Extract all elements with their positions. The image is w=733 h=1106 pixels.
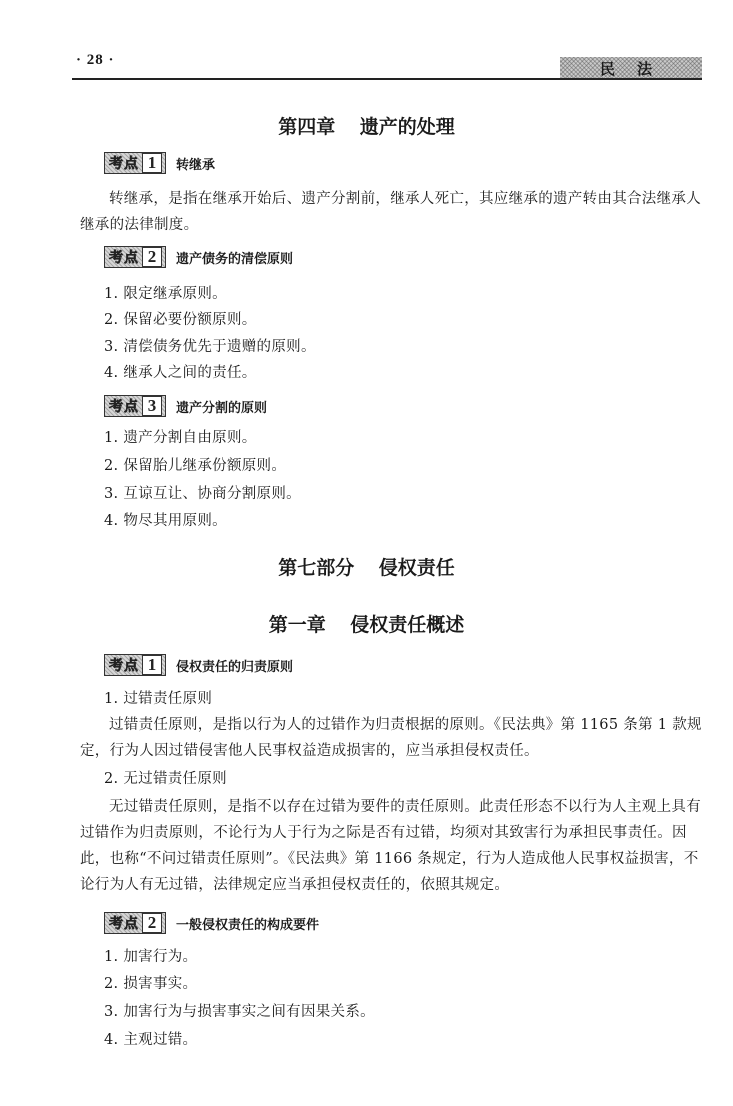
kaodian-title: 转继承 xyxy=(176,157,216,173)
kaodian-badge xyxy=(104,395,166,417)
list-item: 2. 保留必要份额原则。 xyxy=(104,312,257,328)
kaodian-number: 1 xyxy=(142,655,162,675)
paragraph: 无过错责任原则，是指不以存在过错为要件的责任原则。此责任形态不以行为人主观上具有过错作为归责原则，不论行为人于行为之际是否有过错，均须对其致害行为承担民事责任。因此，也称“不问过错责任原则”。《民法典》第 1166 条规定，行为人造成他人民事权益损害，不论行为人有无过错，法律规定应当承担侵权责任的，依照其规定。 xyxy=(80,799,701,893)
list-item: 2. 损害事实。 xyxy=(104,976,198,992)
kaodian-label: 考点 xyxy=(109,916,139,932)
kaodian-heading xyxy=(104,912,319,934)
subheading: 2. 无过错责任原则 xyxy=(104,771,227,787)
kaodian-number: 1 xyxy=(142,153,162,173)
kaodian-title: 侵权责任的归责原则 xyxy=(176,659,294,675)
paragraph: 转继承，是指在继承开始后、遗产分割前，继承人死亡，其应继承的遗产转由其合法继承人继承的法律制度。 xyxy=(80,191,701,233)
kaodian-title: 遗产分割的原则 xyxy=(176,400,268,416)
part-title: 第七部分 侵权责任 xyxy=(278,557,455,579)
list-item: 4. 继承人之间的责任。 xyxy=(104,365,257,381)
list-item: 1. 遗产分割自由原则。 xyxy=(104,430,257,446)
kaodian-badge xyxy=(104,152,166,174)
kaodian-label: 考点 xyxy=(109,156,139,172)
kaodian-label: 考点 xyxy=(109,250,139,266)
kaodian-badge xyxy=(104,912,166,934)
list-item: 4. 物尽其用原则。 xyxy=(104,513,227,529)
kaodian-title: 遗产债务的清偿原则 xyxy=(176,251,294,267)
list-item: 1. 加害行为。 xyxy=(104,949,198,965)
page-number: · 28 · xyxy=(76,52,115,68)
kaodian-title: 一般侵权责任的构成要件 xyxy=(176,917,320,933)
section-tab xyxy=(560,57,702,78)
kaodian-badge xyxy=(104,654,166,676)
kaodian-heading xyxy=(104,246,293,268)
list-item: 4. 主观过错。 xyxy=(104,1032,198,1048)
list-item: 3. 互谅互让、协商分割原则。 xyxy=(104,486,301,502)
kaodian-label: 考点 xyxy=(109,399,139,415)
kaodian-label: 考点 xyxy=(109,658,139,674)
paragraph: 过错责任原则，是指以行为人的过错作为归责根据的原则。《民法典》第 1165 条第 1 款规定，行为人因过错侵害他人民事权益造成损害的，应当承担侵权责任。 xyxy=(80,717,702,759)
kaodian-heading xyxy=(104,152,215,174)
kaodian-number: 2 xyxy=(142,913,162,933)
kaodian-number: 2 xyxy=(142,247,162,267)
list-item: 3. 清偿债务优先于遗赠的原则。 xyxy=(104,339,316,355)
kaodian-number: 3 xyxy=(142,396,162,416)
list-item: 2. 保留胎儿继承份额原则。 xyxy=(104,458,287,474)
list-item: 3. 加害行为与损害事实之间有因果关系。 xyxy=(104,1004,375,1020)
kaodian-heading xyxy=(104,395,267,417)
chapter-title: 第四章 遗产的处理 xyxy=(278,116,455,138)
subheading: 1. 过错责任原则 xyxy=(104,691,213,707)
kaodian-heading xyxy=(104,654,293,676)
chapter-title: 第一章 侵权责任概述 xyxy=(268,614,465,636)
kaodian-badge xyxy=(104,246,166,268)
section-tab-label: 民法 xyxy=(600,60,675,78)
list-item: 1. 限定继承原则。 xyxy=(104,286,227,302)
header-rule xyxy=(72,78,702,80)
